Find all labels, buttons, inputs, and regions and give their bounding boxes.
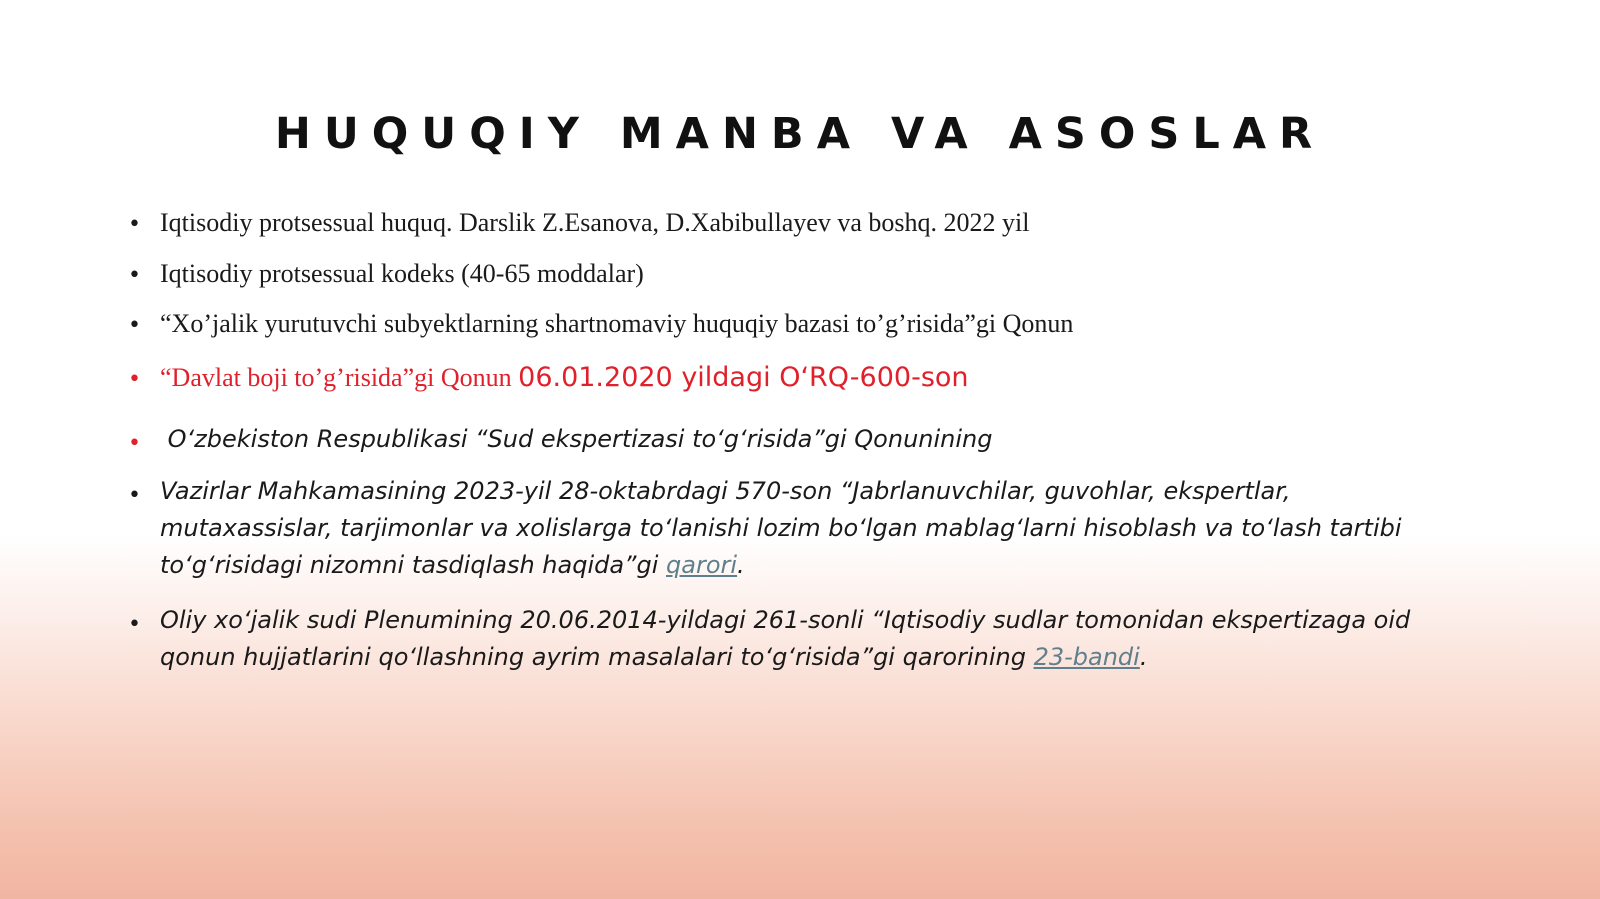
bullet-icon: • [128,612,141,637]
list-item-4 [128,360,1450,396]
bullet-icon: • [128,313,141,338]
list-item-text-date: 06.01.2020 yildagi O‘RQ-600-son [518,362,969,393]
list-item-text: Oliy xo‘jalik sudi Plenumining 20.06.2014-yildagi 261-sonli “Iqtisodiy sudlar tomonidan ekspertizaga oid qonun hujjatlarini qo‘llashning ayrim masalalari to‘g‘risida”gi qarorining [160,606,1411,671]
list-item-text-serif: “Davlat boji to’g’risida”gi Qonun [160,363,519,392]
bullet-icon: • [128,212,141,237]
list-item-7 [128,602,1450,676]
list-item-5 [128,421,1450,458]
list-item-2 [128,256,1450,292]
list-item-text: Iqtisodiy protsessual kodeks (40-65 moddalar) [160,259,644,288]
bullet-icon: • [128,483,141,508]
list-item-text: Iqtisodiy protsessual huquq. Darslik Z.Esanova, D.Xabibullayev va boshq. 2022 yil [160,208,1030,237]
bullet-icon: • [128,263,141,288]
list-item-6 [128,473,1450,584]
bullet-icon: • [128,367,141,392]
list-item-text: O‘zbekiston Respublikasi “Sud ekspertizasi to‘g‘risida”gi Qonunining [160,425,993,453]
23-bandi-link[interactable]: 23-bandi [1033,643,1140,671]
bullet-icon: • [128,431,141,456]
list-item-suffix: . [737,551,745,579]
list-item-suffix: . [1139,643,1148,671]
list-item-text: “Xo’jalik yurutuvchi subyektlarning shartnomaviy huquqiy bazasi to’g’risida”gi Qonun [160,309,1074,338]
list-item-3 [128,306,1450,342]
qarori-link[interactable]: qarori [666,551,738,579]
slide-title: HUQUQIY MANBA VA ASOSLAR [274,109,1326,159]
list-item-text: Vazirlar Mahkamasining 2023-yil 28-oktabrdagi 570-son “Jabrlanuvchilar, guvohlar, ekspertlar, mutaxassislar, tarjimonlar va xolislarga to‘lanishi lozim bo‘lgan mablag‘larni hisoblash va to‘lash tartibi to‘g‘risidagi nizomni tasdiqlash haqida”gi [160,477,1402,579]
list-item-1 [128,205,1450,241]
